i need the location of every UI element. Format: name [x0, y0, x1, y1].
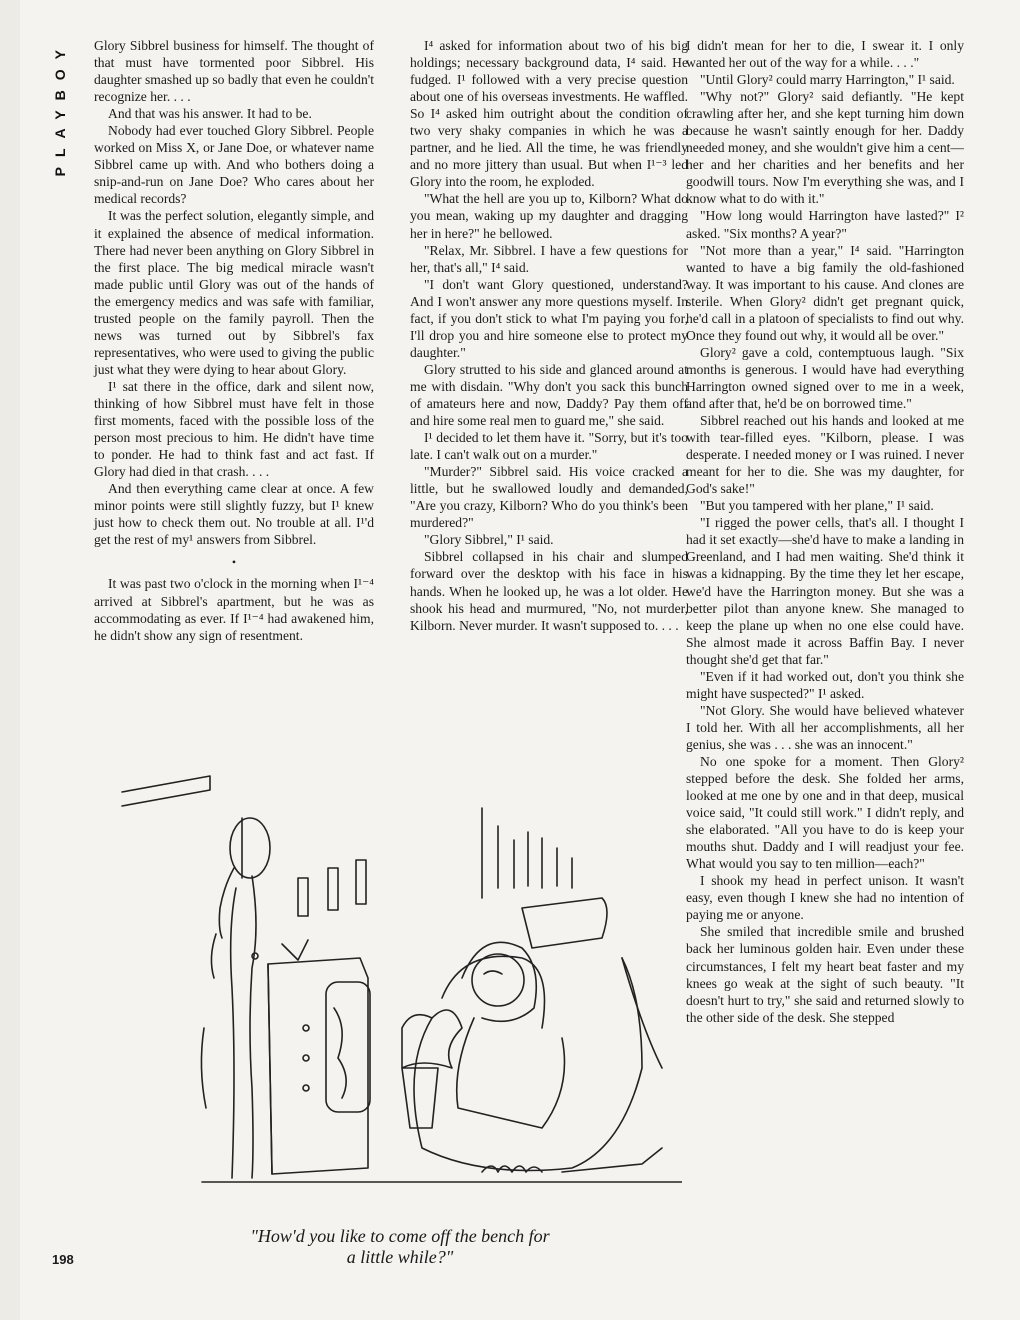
wall-light-3	[356, 860, 366, 904]
paragraph: "Murder?" Sibbrel said. His voice cracked a little, but he swallowed loudly and demanded, "Are you crazy, Kilborn? Who do you think's been murdered?"	[410, 464, 688, 531]
column-1-paragraphs	[94, 37, 374, 548]
column-1-after-paragraphs	[94, 575, 374, 643]
cartoon-caption	[120, 1226, 680, 1268]
column-2-paragraphs	[410, 37, 688, 634]
paragraph: She smiled that incredible smile and brushed back her luminous golden hair. Even under these circumstances, I felt my heart beat faster and my knees go weak at the sight of such beauty. "It doesn't hurt to try," she said and returned slowly to the other side of the desk. She stepped	[686, 924, 964, 1025]
paragraph: "Not Glory. She would have believed whatever I told her. With all her accomplishments, all her genius, she was . . . she was an innocent."	[686, 702, 964, 752]
page-number: 198	[52, 1252, 74, 1267]
text-column-2	[410, 37, 688, 634]
paragraph: I¹ sat there in the office, dark and silent now, thinking of how Sibbrel must have felt in those first moments, faced with the possible loss of the person most precious to him. He didn't have time to ponder. He had to think fast and act fast. If Glory had died in that crash. . . .	[94, 378, 374, 480]
text-column-3	[686, 37, 964, 1272]
paragraph: "But you tampered with her plane," I¹ said.	[700, 498, 934, 514]
paragraph: "Even if it had worked out, don't you think she might have suspected?" I¹ asked.	[686, 668, 964, 701]
paragraph: Nobody had ever touched Glory Sibbrel. People worked on Miss X, or Jane Doe, or whatever name Sibbrel came up with. And who bothers doing a snip-and-run on Jane Doe? Who cares about her medical records?	[94, 123, 374, 207]
wall-shadow	[122, 776, 210, 806]
paragraph: "How long would Harrington have lasted?" I² asked. "Six months? A year?"	[686, 208, 964, 241]
magazine-page	[20, 0, 1020, 1320]
paragraph: "Glory Sibbrel," I¹ said.	[424, 532, 554, 548]
wall-light-2	[328, 868, 338, 910]
paragraph: Glory Sibbrel business for himself. The thought of that must have tormented poor Sibbrel. His daughter smashed up so badly that even he couldn't recognize her. . . .	[94, 38, 374, 105]
helmet	[230, 818, 270, 878]
paragraph: It was the perfect solution, elegantly simple, and it explained the absence of medical information. There had never been anything on Glory Sibbrel in the first place. The big medical miracle wasn't made public until Glory was out of the hands of the emergency medics and was safe with familiar, trusted people on the family payroll. Then the news was turned out by Sibbrel's fax representatives, who were used to giving the public just what they were dying to hear about Glory.	[94, 208, 374, 377]
paragraph: Sibbrel reached out his hands and looked at me with tear-filled eyes. "Kilborn, please. I was desperate. I needed money or I was ruined. I never meant for her to die. She was my daughter, for God's sake!"	[686, 413, 964, 497]
paragraph: Glory strutted to his side and glanced around at me with disdain. "Why don't you sack this bunch of amateurs here and now, Daddy? Pay them off and hire some real men to guard me," she said.	[410, 361, 688, 429]
paragraph: Sibbrel collapsed in his chair and slumped forward over the desktop with his face in his hands. When he looked up, he was a lot older. He shook his head and murmured, "No, not murder, Kilborn. Never murder. It wasn't supposed to. . . .	[410, 549, 688, 633]
paragraph: Glory² gave a cold, contemptuous laugh. "Six months is generous. I would have had everything Harrington owned signed over to me in a week, and after that, he'd be on borrowed time."	[686, 344, 964, 411]
paragraph: "Relax, Mr. Sibbrel. I have a few questions for her, that's all," I⁴ said.	[410, 242, 688, 275]
paragraph: And then everything came clear at once. A few minor points were still slightly fuzzy, but I¹ knew just how to check them out. No trouble at all. I¹'d get the rest of my¹ answers from Sibbrel.	[94, 481, 374, 548]
paragraph: I¹ decided to let them have it. "Sorry, but it's too late. I can't walk out on a murder."	[410, 430, 688, 463]
magazine-running-title: PLAYBOY	[52, 40, 68, 177]
column-3-paragraphs	[686, 37, 964, 1026]
paragraph: "What the hell are you up to, Kilborn? What do you mean, waking up my daughter and dragging her in here?" he bellowed.	[410, 191, 688, 241]
caption-line-2: a little while?"	[346, 1247, 454, 1267]
section-divider: •	[231, 555, 237, 570]
tv-screen	[326, 982, 370, 1112]
paragraph: "Why not?" Glory² said defiantly. "He kept crawling after her, and she kept turning him down because he wasn't saintly enough for her. Daddy needed money, and she wouldn't give him a cent—her and her charities and her benefits and her goodwill tours. Now I'm everything she was, and I know what to do with it."	[686, 89, 964, 207]
caption-line-1: "How'd you like to come off the bench for	[250, 1226, 550, 1246]
paragraph: No one spoke for a moment. Then Glory² stepped before the desk. She folded her arms, looked at me one by one and in that deep, musical voice said, "It could still work." I didn't reply, and she elaborated. "All you have to do is keep your mouths shut. Daddy and I will readjust your fee. What would you say to ten million—each?"	[686, 753, 964, 872]
paragraph: I shook my head in perfect unison. It wasn't easy, even though I knew she had no intention of paying me or anyone.	[686, 873, 964, 923]
paragraph: "Not more than a year," I⁴ said. "Harrington wanted to have a big family the old-fashioned way. It was important to his cause. And clones are sterile. When Glory² didn't get pregnant quick, he'd call in a platoon of specialists to find out why. Once they found out why, it would all be over."	[686, 242, 964, 343]
paragraph: "I rigged the power cells, that's all. I thought I had it set exactly—she'd have to make a landing in Greenland, and I had men waiting. She'd think it was a kidnapping. By the time they let her escape, we'd have the Harrington money. But she was a better pilot than anyone knew. She managed to keep the plane up when no one else could have. She almost made it across Baffin Bay. I never thought she'd get that far."	[686, 515, 964, 667]
paragraph: I didn't mean for her to die, I swear it. I only wanted her out of the way for a while. . . ."	[686, 38, 964, 71]
television-cabinet	[268, 958, 368, 1174]
man-head	[472, 954, 524, 1006]
paragraph: I⁴ asked for information about two of his big holdings; necessary background data, I⁴ said. He fudged. I¹ followed with a very precise question about one of his overseas investments. He waffled. So I⁴ asked him outright about the condition of two very shaky companies in which he was a partner, and he lied. All the time, he was friendly and no more jittery than usual. But when I¹⁻³ led Glory into the room, he exploded.	[410, 38, 688, 190]
paragraph: "Until Glory² could marry Harrington," I¹ said.	[700, 72, 955, 88]
paragraph: It was past two o'clock in the morning when I¹⁻⁴ arrived at Sibbrel's apartment, but he was as accommodating as ever. If I¹⁻⁴ had awakened him, he didn't show any sign of resentment.	[94, 576, 374, 643]
paragraph: And that was his answer. It had to be.	[108, 106, 312, 122]
text-column-1	[94, 37, 374, 644]
cartoon-illustration	[102, 768, 682, 1208]
plant-pot	[402, 1068, 438, 1128]
paragraph: "I don't want Glory questioned, understand? And I won't answer any more questions myself. In fact, if you don't stick to what I'm paying you for, I'll drop you and hire someone else to protect my daughter."	[410, 276, 688, 360]
wall-light-1	[298, 878, 308, 916]
